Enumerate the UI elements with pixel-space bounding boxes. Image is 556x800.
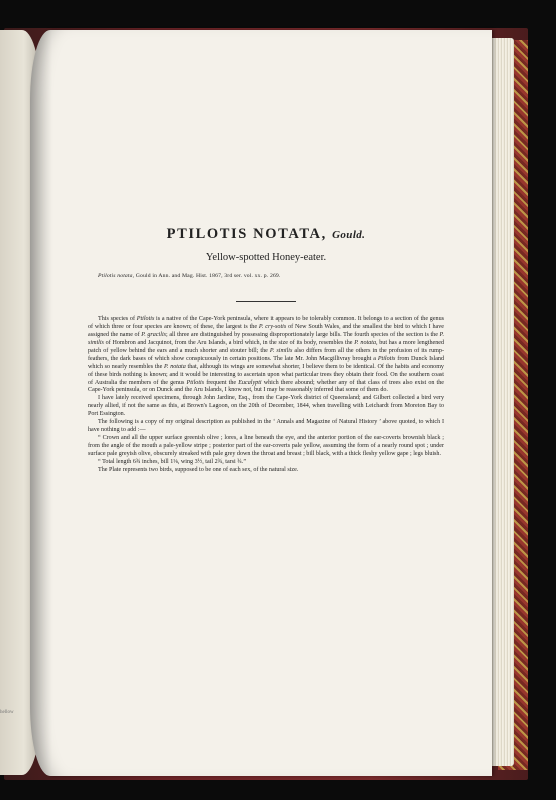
- italic-term: P. gracilis: [141, 331, 167, 338]
- citation: [98, 273, 444, 279]
- italic-term: P. notata: [354, 339, 376, 346]
- paragraph: The Plate represents two birds, supposed to be one of each sex, of the natural size.: [98, 466, 299, 473]
- italic-term: Ptilotis: [186, 379, 205, 386]
- species-title: [88, 226, 444, 243]
- page-content: [88, 226, 444, 475]
- italic-term: Eucalypti: [238, 379, 262, 386]
- italic-term: P. cry-sotis: [258, 323, 287, 330]
- paragraph: “ Total length 6¾ inches, bill 1⅛, wing 3½, tail 2¾, tarsi ¾.”: [98, 458, 247, 465]
- citation-text: Gould in Ann. and Mag. Hist. 1867, 3rd ser. vol. xx. p. 269.: [135, 273, 281, 279]
- italic-term: P. similis: [269, 347, 293, 354]
- paragraph: “ Crown and all the upper surface greenish olive ; lores, a line beneath the eye, and the anterior portion of the ear-coverts brownish black ; from the angle of the mouth a pale-yellow stripe ; posterior part of the ear-coverts pale yellow, assuming the form of a nearly round spot ; under surface pale greyish olive, obscurely streaked with pale grey down the throat and breast ; bill black, with a thick fleshy yellow gape ; legs bluish.: [88, 435, 444, 457]
- body-text: [88, 316, 444, 475]
- gutter-shadow: [30, 30, 52, 776]
- italic-term: Ptilotis: [136, 316, 155, 322]
- species-author: Gould.: [332, 229, 366, 241]
- species-name: PTILOTIS NOTATA,: [166, 226, 327, 242]
- citation-name: Ptilotis notata,: [98, 273, 135, 279]
- common-name: Yellow-spotted Honey-eater.: [205, 252, 327, 263]
- left-page-text-fragment: hellow: [0, 710, 14, 715]
- italic-term: P. notata: [164, 363, 186, 370]
- paragraph: This species of Ptilotis is a native of the Cape-York peninsula, where it appears to be tolerably common. It belongs to a section of the genus of which three or four species are known; of these, the largest is the P. cry-sotis of New South Wales, and the smallest the bird to which I have assigned the name of P. gracilis; all three are distinguished by possessing disproportionately large bills. The fourth species of the section is the P. similis of Hombron and Jacquinot, from the Aru Islands, a bird which, in the size of its body, resembles the P. notata, but has a more lengthened patch of yellow behind the ears and a much shorter and stouter bill; the P. similis also differs from all the others in the profusion of its rump-feathers, the dark bases of which show conspicuously in certain positions. The late Mr. John Macgillivray brought a Ptilotis from Dunck Island which so nearly resembles the P. notata that, although its wings are somewhat shorter, I believe them to be identical. Of the habits and economy of these birds nothing is known; and it would be interesting to ascertain upon what particular trees they obtain their food. On the southern coast of Australia the members of the genus Ptilotis frequent the Eucalypti which there abound; whether any of that class of trees also exist on the Cape-York peninsula, or on Dunck and the Aru Islands, I know not, but I may be reasonably inferred that some of them do.: [88, 316, 445, 394]
- italic-term: P. similis: [88, 331, 445, 346]
- divider-rule: [236, 301, 296, 302]
- paragraph: The following is a copy of my original description as published in the ‘ Annals and Magazine of Natural History ’ above quoted, to which I have nothing to add :—: [88, 419, 444, 434]
- italic-term: Ptilotis: [377, 355, 396, 362]
- paragraph: I have lately received specimens, through John Jardine, Esq., from the Cape-York district of Queensland; and Gilbert collected a bird very nearly allied, if not the same as this, at Brown's Lagoon, on the 20th of December, 1844, when travelling with Leichardt from Moreton Bay to Port Essington.: [88, 395, 444, 418]
